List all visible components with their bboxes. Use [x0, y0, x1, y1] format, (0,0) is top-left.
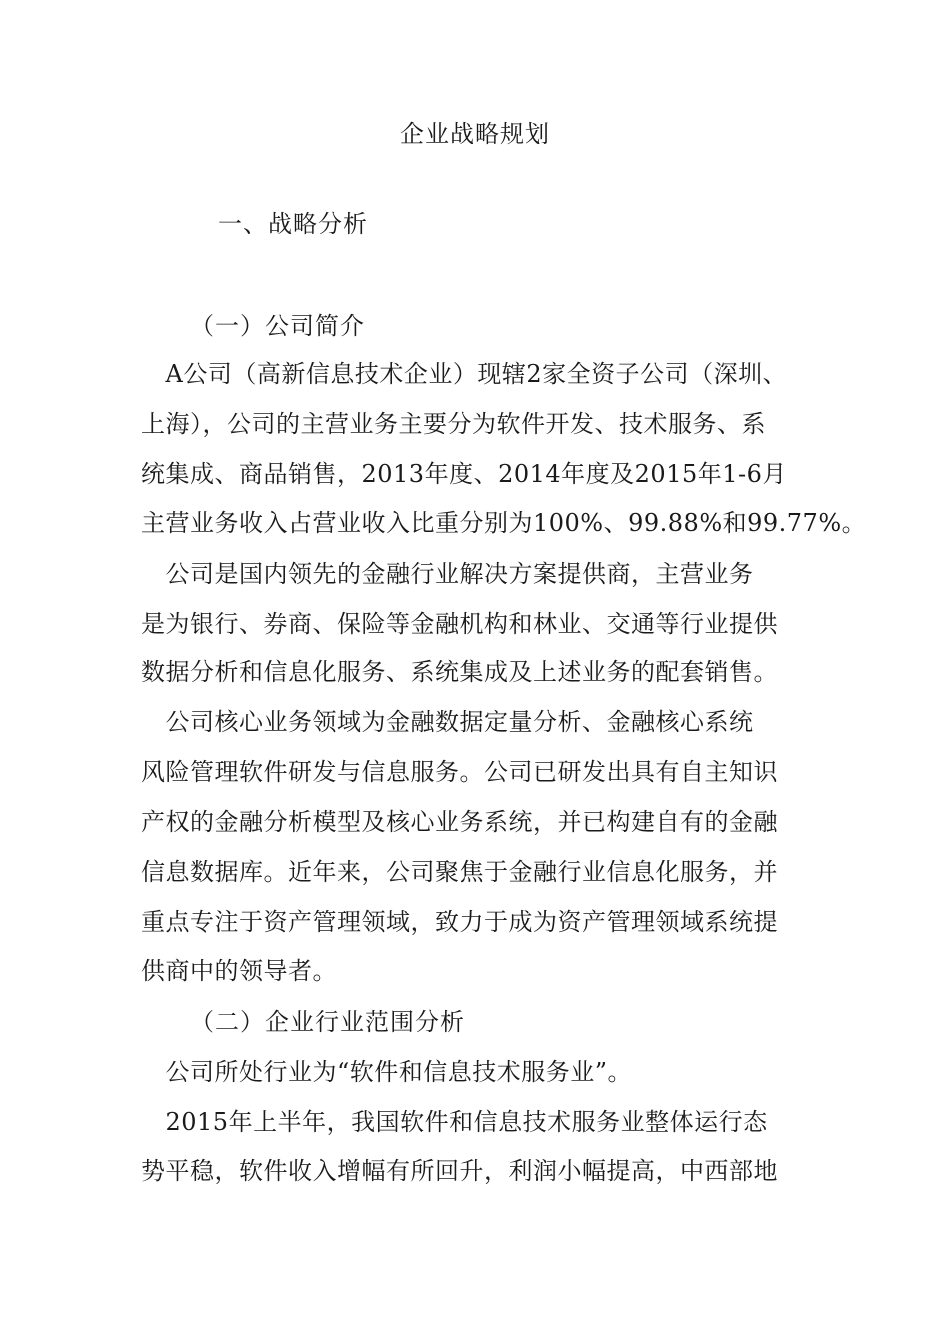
document-title: 企业战略规划 [400, 120, 550, 148]
paragraph-line: 公司所处行业为“软件和信息技术服务业”。 [141, 1058, 633, 1086]
paragraph-line: 上海），公司的主营业务主要分为软件开发、技术服务、系 [141, 410, 766, 438]
paragraph-line: 供商中的领导者。 [141, 957, 337, 985]
paragraph-line: 风险管理软件研发与信息服务。公司已研发出具有自主知识 [141, 758, 778, 786]
paragraph-line: 统集成、商品销售，2013年度、2014年度及2015年1-6月 [141, 460, 787, 488]
paragraph-line: 公司是国内领先的金融行业解决方案提供商，主营业务 [141, 560, 754, 588]
section-heading-strategy-analysis: 一、战略分析 [218, 210, 368, 238]
paragraph-line: 重点专注于资产管理领域，致力于成为资产管理领域系统提 [141, 908, 778, 936]
subsection-heading-company-profile: （一）公司简介 [190, 312, 365, 340]
paragraph-line: 产权的金融分析模型及核心业务系统，并已构建自有的金融 [141, 808, 778, 836]
paragraph-line: 数据分析和信息化服务、系统集成及上述业务的配套销售。 [141, 658, 778, 686]
paragraph-line: 主营业务收入占营业收入比重分别为100%、99.88%和99.77%。 [141, 509, 867, 537]
paragraph-line: 2015年上半年，我国软件和信息技术服务业整体运行态 [141, 1108, 768, 1136]
paragraph-line: 信息数据库。近年来，公司聚焦于金融行业信息化服务，并 [141, 858, 778, 886]
paragraph-line: 势平稳，软件收入增幅有所回升，利润小幅提高，中西部地 [141, 1157, 778, 1185]
subsection-heading-industry-scope: （二）企业行业范围分析 [190, 1008, 465, 1036]
paragraph-line: 是为银行、券商、保险等金融机构和林业、交通等行业提供 [141, 610, 778, 638]
paragraph-line: 公司核心业务领域为金融数据定量分析、金融核心系统 [141, 708, 754, 736]
paragraph-line: A公司（高新信息技术企业）现辖2家全资子公司（深圳、 [141, 360, 788, 388]
